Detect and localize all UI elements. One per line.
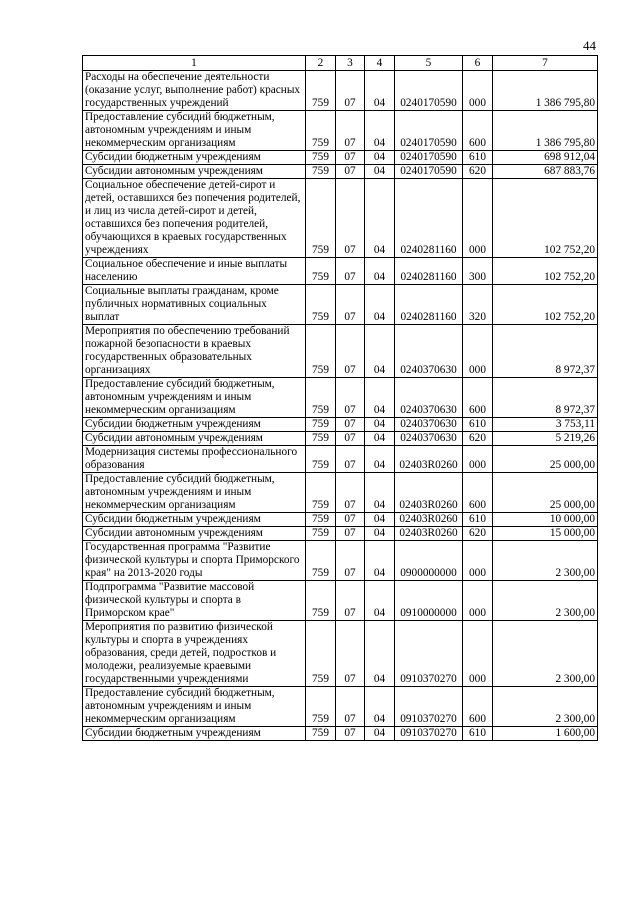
table-row (83, 621, 598, 687)
column-header: 6 (463, 56, 493, 71)
ministry-code-cell: 759 (306, 151, 336, 165)
amount-cell: 8 972,37 (493, 325, 598, 378)
expense-name-cell: Социальное обеспечение детей-сирот и детей, оставшихся без попечения родителей, и лиц из числа детей-сирот и детей, оставшихся без попечения родителей, обучающихся в краевых государственных учреждениях (83, 179, 306, 258)
ministry-code-cell: 759 (306, 513, 336, 527)
section-code-cell: 07 (336, 179, 365, 258)
expense-name-cell: Расходы на обеспечение деятельности (оказание услуг, выполнение работ) красных государственных учреждений (83, 71, 306, 111)
subsection-code-cell: 04 (365, 111, 395, 151)
amount-cell: 102 752,20 (493, 285, 598, 325)
subsection-code-cell: 04 (365, 418, 395, 432)
ministry-code-cell: 759 (306, 418, 336, 432)
table-row (83, 687, 598, 727)
ministry-code-cell: 759 (306, 581, 336, 621)
expense-type-cell: 000 (463, 179, 493, 258)
table-body (83, 71, 598, 741)
section-code-cell: 07 (336, 432, 365, 446)
target-article-cell: 0240170590 (395, 151, 463, 165)
ministry-code-cell: 759 (306, 111, 336, 151)
expense-name-cell: Субсидии бюджетным учреждениям (83, 151, 306, 165)
table-row (83, 179, 598, 258)
expense-name-cell: Субсидии автономным учреждениям (83, 165, 306, 179)
expense-type-cell: 000 (463, 446, 493, 473)
expense-name-cell: Субсидии бюджетным учреждениям (83, 727, 306, 741)
expense-name-cell: Субсидии автономным учреждениям (83, 432, 306, 446)
expense-type-cell: 600 (463, 473, 493, 513)
subsection-code-cell: 04 (365, 541, 395, 581)
expense-name-cell: Субсидии бюджетным учреждениям (83, 418, 306, 432)
ministry-code-cell: 759 (306, 71, 336, 111)
subsection-code-cell: 04 (365, 727, 395, 741)
section-code-cell: 07 (336, 378, 365, 418)
expense-name-cell: Модернизация системы профессионального образования (83, 446, 306, 473)
subsection-code-cell: 04 (365, 581, 395, 621)
subsection-code-cell: 04 (365, 71, 395, 111)
table-row (83, 432, 598, 446)
amount-cell: 698 912,04 (493, 151, 598, 165)
expense-name-cell: Государственная программа "Развитие физической культуры и спорта Приморского края" на 2013-2020 годы (83, 541, 306, 581)
subsection-code-cell: 04 (365, 285, 395, 325)
expense-name-cell: Предоставление субсидий бюджетным, автономным учреждениям и иным некоммерческим организациям (83, 473, 306, 513)
expense-type-cell: 300 (463, 258, 493, 285)
section-code-cell: 07 (336, 285, 365, 325)
table-row (83, 513, 598, 527)
expense-name-cell: Социальное обеспечение и иные выплаты населению (83, 258, 306, 285)
subsection-code-cell: 04 (365, 446, 395, 473)
target-article-cell: 0240281160 (395, 258, 463, 285)
subsection-code-cell: 04 (365, 258, 395, 285)
amount-cell: 1 386 795,80 (493, 71, 598, 111)
amount-cell: 2 300,00 (493, 541, 598, 581)
column-header: 5 (395, 56, 463, 71)
table-row (83, 541, 598, 581)
table-row (83, 71, 598, 111)
ministry-code-cell: 759 (306, 165, 336, 179)
target-article-cell: 0910370270 (395, 687, 463, 727)
column-header: 3 (336, 56, 365, 71)
subsection-code-cell: 04 (365, 179, 395, 258)
ministry-code-cell: 759 (306, 621, 336, 687)
subsection-code-cell: 04 (365, 621, 395, 687)
expense-name-cell: Предоставление субсидий бюджетным, автономным учреждениям и иным некоммерческим организациям (83, 378, 306, 418)
table-row (83, 473, 598, 513)
section-code-cell: 07 (336, 727, 365, 741)
target-article-cell: 0240370630 (395, 418, 463, 432)
table-row (83, 151, 598, 165)
ministry-code-cell: 759 (306, 179, 336, 258)
expense-type-cell: 000 (463, 621, 493, 687)
section-code-cell: 07 (336, 151, 365, 165)
ministry-code-cell: 759 (306, 285, 336, 325)
table-row (83, 165, 598, 179)
section-code-cell: 07 (336, 513, 365, 527)
table-row (83, 258, 598, 285)
expense-type-cell: 600 (463, 378, 493, 418)
expense-type-cell: 610 (463, 727, 493, 741)
amount-cell: 25 000,00 (493, 473, 598, 513)
target-article-cell: 0240281160 (395, 285, 463, 325)
ministry-code-cell: 759 (306, 258, 336, 285)
target-article-cell: 0240170590 (395, 111, 463, 151)
amount-cell: 8 972,37 (493, 378, 598, 418)
section-code-cell: 07 (336, 581, 365, 621)
target-article-cell: 0240170590 (395, 165, 463, 179)
target-article-cell: 0240370630 (395, 325, 463, 378)
expense-name-cell: Социальные выплаты гражданам, кроме публичных нормативных социальных выплат (83, 285, 306, 325)
target-article-cell: 0900000000 (395, 541, 463, 581)
subsection-code-cell: 04 (365, 527, 395, 541)
table-row (83, 727, 598, 741)
table-header-row (83, 56, 598, 71)
amount-cell: 2 300,00 (493, 687, 598, 727)
amount-cell: 3 753,11 (493, 418, 598, 432)
target-article-cell: 0240370630 (395, 432, 463, 446)
target-article-cell: 0910370270 (395, 727, 463, 741)
amount-cell: 5 219,26 (493, 432, 598, 446)
amount-cell: 687 883,76 (493, 165, 598, 179)
table-row (83, 285, 598, 325)
table-row (83, 527, 598, 541)
target-article-cell: 0240281160 (395, 179, 463, 258)
expense-type-cell: 620 (463, 432, 493, 446)
ministry-code-cell: 759 (306, 325, 336, 378)
target-article-cell: 02403R0260 (395, 527, 463, 541)
expense-name-cell: Мероприятия по развитию физической культуры и спорта в учреждениях образования, среди детей, подростков и молодежи, реализуемые краевыми государственными учреждениями (83, 621, 306, 687)
expense-type-cell: 620 (463, 527, 493, 541)
section-code-cell: 07 (336, 258, 365, 285)
amount-cell: 1 386 795,80 (493, 111, 598, 151)
expense-type-cell: 620 (463, 165, 493, 179)
table-row (83, 581, 598, 621)
section-code-cell: 07 (336, 473, 365, 513)
expense-type-cell: 000 (463, 71, 493, 111)
ministry-code-cell: 759 (306, 446, 336, 473)
expense-name-cell: Предоставление субсидий бюджетным, автономным учреждениям и иным некоммерческим организациям (83, 111, 306, 151)
table-row (83, 111, 598, 151)
column-header: 7 (493, 56, 598, 71)
table-row (83, 418, 598, 432)
amount-cell: 1 600,00 (493, 727, 598, 741)
subsection-code-cell: 04 (365, 325, 395, 378)
expense-name-cell: Субсидии бюджетным учреждениям (83, 513, 306, 527)
section-code-cell: 07 (336, 111, 365, 151)
subsection-code-cell: 04 (365, 378, 395, 418)
section-code-cell: 07 (336, 541, 365, 581)
section-code-cell: 07 (336, 71, 365, 111)
budget-table (82, 55, 598, 741)
expense-type-cell: 600 (463, 687, 493, 727)
target-article-cell: 0910000000 (395, 581, 463, 621)
subsection-code-cell: 04 (365, 165, 395, 179)
section-code-cell: 07 (336, 687, 365, 727)
section-code-cell: 07 (336, 165, 365, 179)
section-code-cell: 07 (336, 621, 365, 687)
expense-name-cell: Подпрограмма "Развитие массовой физической культуры и спорта в Приморском крае" (83, 581, 306, 621)
ministry-code-cell: 759 (306, 727, 336, 741)
expense-name-cell: Предоставление субсидий бюджетным, автономным учреждениям и иным некоммерческим организациям (83, 687, 306, 727)
target-article-cell: 02403R0260 (395, 446, 463, 473)
section-code-cell: 07 (336, 418, 365, 432)
expense-type-cell: 610 (463, 513, 493, 527)
ministry-code-cell: 759 (306, 687, 336, 727)
target-article-cell: 02403R0260 (395, 473, 463, 513)
subsection-code-cell: 04 (365, 151, 395, 165)
column-header: 2 (306, 56, 336, 71)
ministry-code-cell: 759 (306, 527, 336, 541)
subsection-code-cell: 04 (365, 473, 395, 513)
expense-type-cell: 610 (463, 418, 493, 432)
expense-type-cell: 000 (463, 541, 493, 581)
amount-cell: 2 300,00 (493, 621, 598, 687)
amount-cell: 102 752,20 (493, 258, 598, 285)
target-article-cell: 0240170590 (395, 71, 463, 111)
amount-cell: 102 752,20 (493, 179, 598, 258)
ministry-code-cell: 759 (306, 432, 336, 446)
page-number: 44 (583, 38, 596, 53)
expense-type-cell: 000 (463, 581, 493, 621)
subsection-code-cell: 04 (365, 432, 395, 446)
expense-type-cell: 320 (463, 285, 493, 325)
column-header: 1 (83, 56, 306, 71)
section-code-cell: 07 (336, 325, 365, 378)
amount-cell: 15 000,00 (493, 527, 598, 541)
expense-name-cell: Субсидии автономным учреждениям (83, 527, 306, 541)
subsection-code-cell: 04 (365, 687, 395, 727)
section-code-cell: 07 (336, 527, 365, 541)
amount-cell: 10 000,00 (493, 513, 598, 527)
ministry-code-cell: 759 (306, 541, 336, 581)
expense-type-cell: 000 (463, 325, 493, 378)
expense-type-cell: 610 (463, 151, 493, 165)
table-row (83, 378, 598, 418)
column-header: 4 (365, 56, 395, 71)
section-code-cell: 07 (336, 446, 365, 473)
target-article-cell: 0910370270 (395, 621, 463, 687)
target-article-cell: 0240370630 (395, 378, 463, 418)
expense-type-cell: 600 (463, 111, 493, 151)
amount-cell: 25 000,00 (493, 446, 598, 473)
amount-cell: 2 300,00 (493, 581, 598, 621)
subsection-code-cell: 04 (365, 513, 395, 527)
ministry-code-cell: 759 (306, 378, 336, 418)
ministry-code-cell: 759 (306, 473, 336, 513)
target-article-cell: 02403R0260 (395, 513, 463, 527)
table-row (83, 446, 598, 473)
expense-name-cell: Мероприятия по обеспечению требований пожарной безопасности в краевых государственных образовательных организациях (83, 325, 306, 378)
table-row (83, 325, 598, 378)
